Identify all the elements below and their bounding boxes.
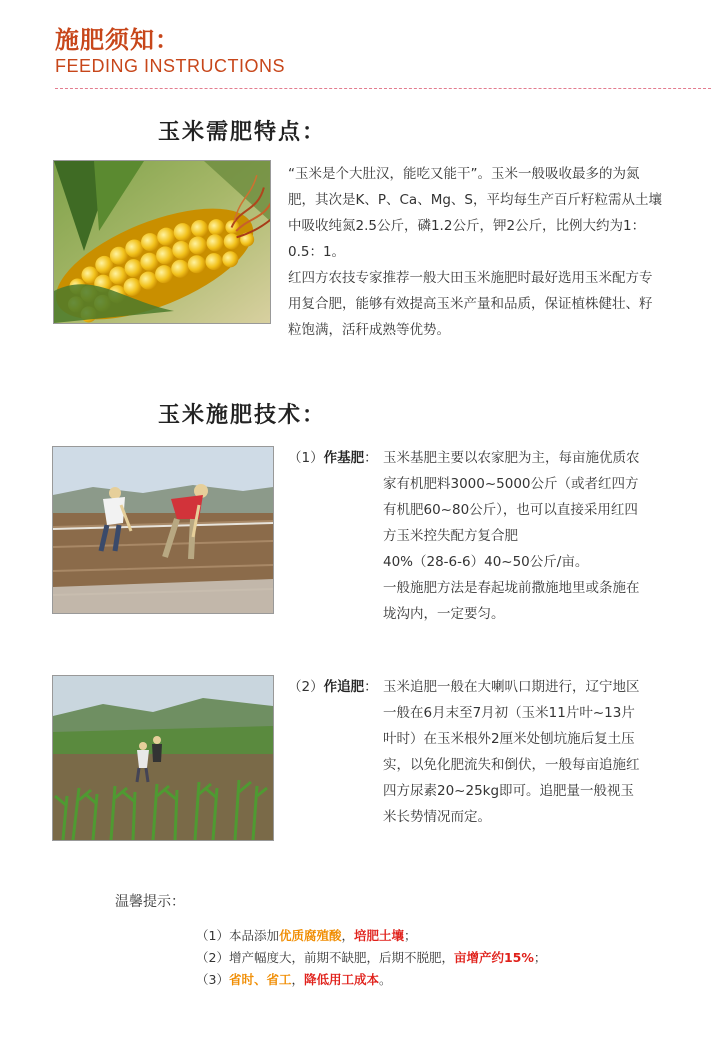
base-fertilizer-label: （1）作基肥： <box>288 450 378 466</box>
topdressing-cornfield-photo <box>52 675 274 841</box>
base-fertilizer-text: 玉米基肥主要以农家肥为主，每亩施优质农 家有机肥料3000~5000公斤（或者红四方 有机肥60~80公斤），也可以直接采用红四 方玉米控失配方复合肥 40%（28-6-6）40~50公斤/亩。 一般施肥方法是春起垅前撒施地里或条施在 垅沟内，一定要匀。 <box>383 450 640 622</box>
fertilizer-needs-paragraph-1: “玉米是个大肚汉，能吃又能干”。玉米一般吸收最多的为氮肥，其次是K、P、Ca、Mg、S，平均每生产百斤籽粒需从土壤中吸收纯氮2.5公斤，磷1.2公斤，钾2公斤，比例大约为1：0.5：1。 <box>288 166 662 260</box>
tip-line-2: （2）增产幅度大，前期不缺肥，后期不脱肥，亩增产约15%； <box>196 950 547 965</box>
tip-line-3: （3）省时、省工，降低用工成本。 <box>196 972 392 987</box>
base-fertilizer-field-photo <box>52 446 274 614</box>
section-title-fertilization-techniques: 玉米施肥技术： <box>158 403 327 428</box>
header-divider <box>55 88 711 89</box>
fertilizer-needs-paragraph-2: 红四方农技专家推荐一般大田玉米施肥时最好选用玉米配方专用复合肥，能够有效提高玉米产量和品质，保证植株健壮、籽粒饱满，活秆成熟等优势。 <box>288 270 653 338</box>
page-title-cn: 施肥须知： <box>55 26 180 54</box>
section-title-fertilizer-needs: 玉米需肥特点： <box>158 120 327 145</box>
tips-title: 温馨提示： <box>115 894 185 910</box>
topdressing-text: 玉米追肥一般在大喇叭口期进行，辽宁地区 一般在6月末至7月初（玉米11片叶~13片 叶时）在玉米根外2厘米处刨坑施后复土压 实，以免化肥流失和倒伏，一般每亩追施红 四方尿素20~25kg即可。追肥量一般视玉 米长势情况而定。 <box>383 679 640 825</box>
corn-cob-photo <box>53 160 271 324</box>
page-title-en: FEEDING INSTRUCTIONS <box>55 56 286 76</box>
topdressing-label: （2）作追肥： <box>288 679 378 695</box>
tip-line-1: （1）本品添加优质腐殖酸，培肥土壤； <box>196 928 417 943</box>
fertilizer-needs-text <box>288 161 664 343</box>
